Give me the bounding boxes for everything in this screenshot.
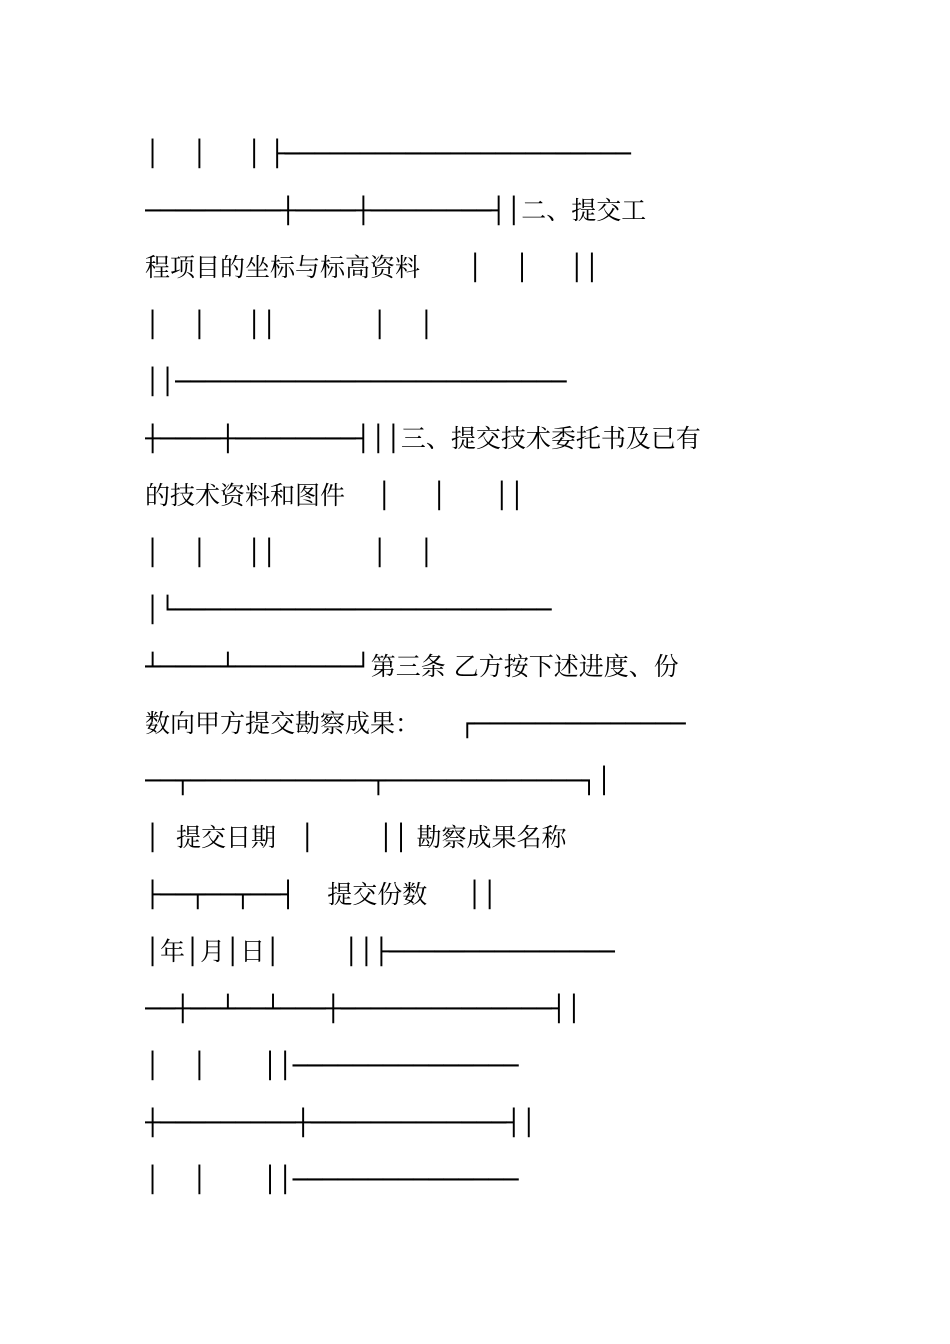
text-line-10: ┴────┴────────┘第三条 乙方按下述进度、份 — [145, 652, 679, 681]
text-line-11: 数向甲方提交勘察成果： ┌────────────── — [145, 709, 686, 738]
text-line-7: 的技术资料和图件 │ │ ││ — [145, 481, 525, 510]
text-line-14: ├──┬──┬──┤ 提交份数 ││ — [145, 880, 498, 909]
text-line-1: │ │ │ ├─────────────────────── — [145, 139, 631, 168]
text-line-15: │年│月│日│ ││├─────────────── — [145, 937, 615, 966]
text-line-2: ─────────┼────┼────────┤│二、提交工 — [145, 196, 647, 225]
text-line-9: │└───────────────────────── — [145, 595, 552, 624]
text-line-12: ──┬────────────┬─────────────┐│ — [145, 766, 612, 795]
text-line-6: ┼────┼────────┤││三、提交技术委托书及已有 — [145, 424, 701, 453]
text-line-4: │ │ ││ │ │ — [145, 310, 434, 339]
text-line-8: │ │ ││ │ │ — [145, 538, 434, 567]
text-line-16: ──┼──┴──┴───┼──────────────┤│ — [145, 994, 582, 1023]
text-line-13: │ 提交日期 │ ││ 勘察成果名称 — [145, 823, 567, 852]
text-line-17: │ │ ││─────────────── — [145, 1051, 519, 1080]
text-line-5: ││────────────────────────── — [145, 367, 567, 396]
text-line-19: │ │ ││─────────────── — [145, 1165, 519, 1194]
text-line-18: ┼─────────┼─────────────┤│ — [145, 1108, 537, 1137]
text-line-3: 程项目的坐标与标高资料 │ │ ││ — [145, 253, 600, 282]
